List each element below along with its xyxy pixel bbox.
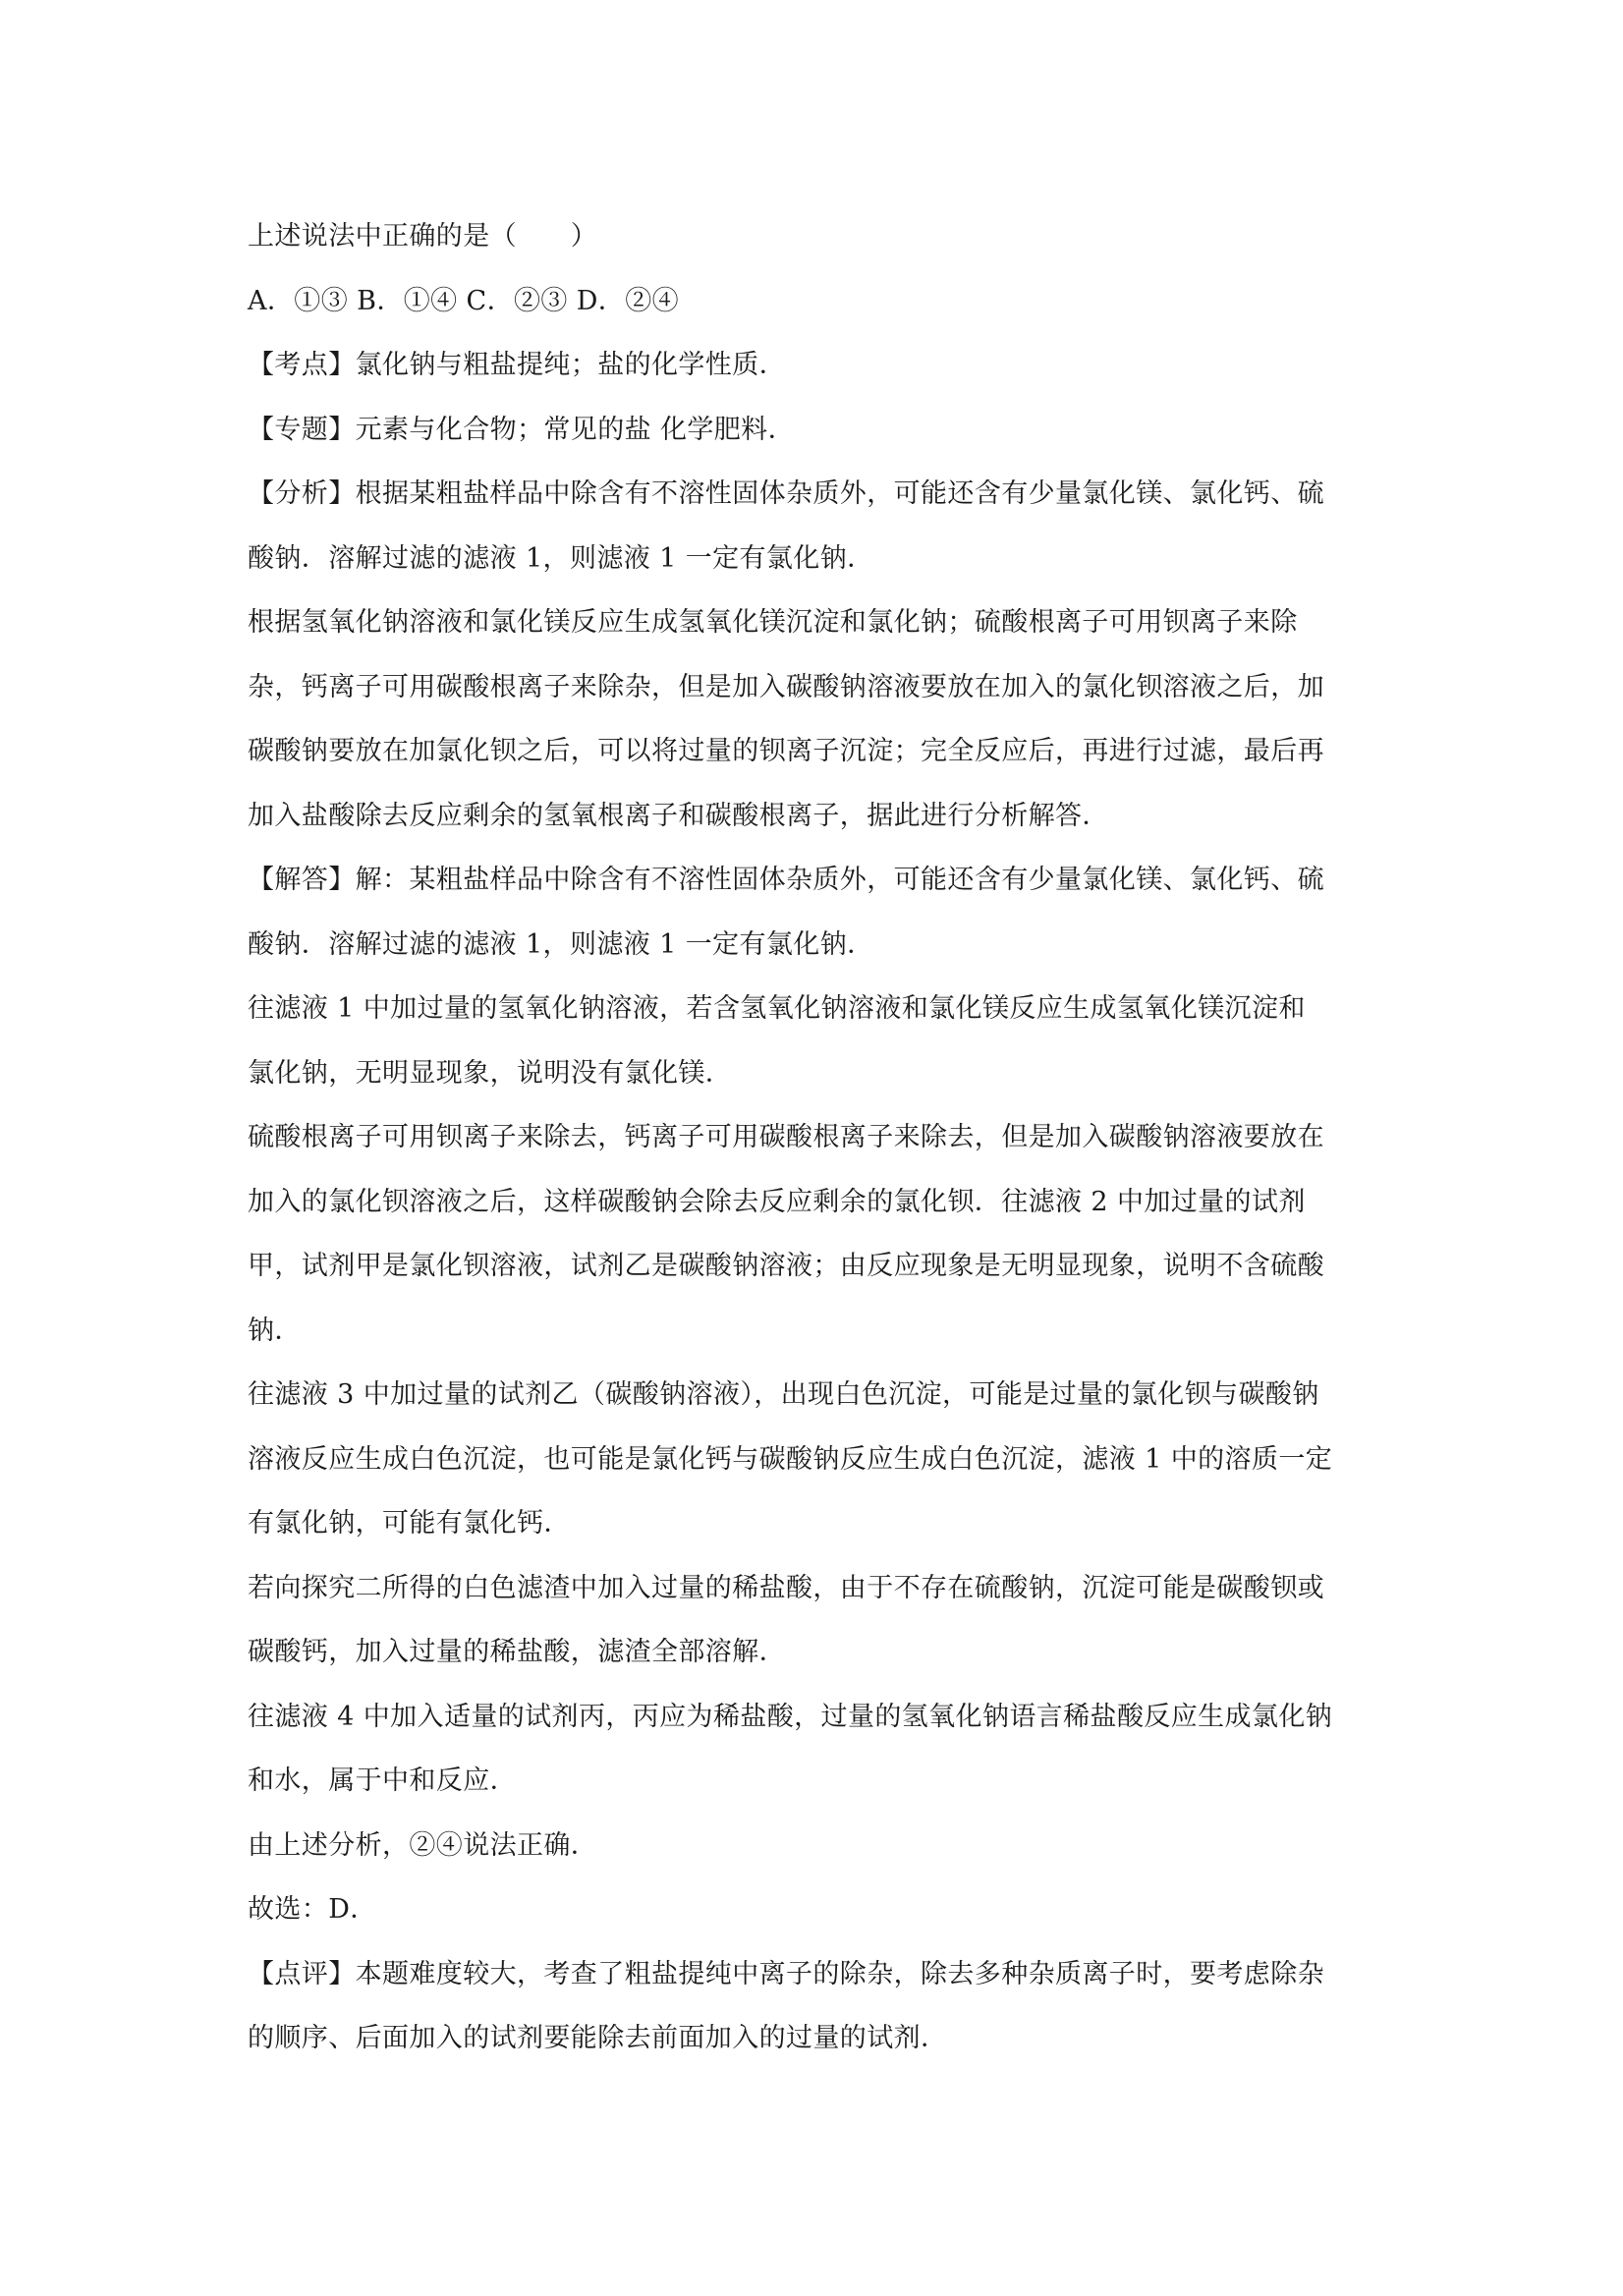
text-line: 钠． [248, 1315, 302, 1346]
text-line: 氯化钠，无明显现象，说明没有氯化镁． [248, 1057, 733, 1089]
text-line: 加入的氯化钡溶液之后，这样碳酸钠会除去反应剩余的氯化钡．往滤液 2 中加过量的试剂 [248, 1186, 1306, 1217]
text-line: 根据氢氧化钠溶液和氯化镁反应生成氢氧化镁沉淀和氯化钠；硫酸根离子可用钡离子来除 [248, 607, 1298, 638]
text-line: 【专题】元素与化合物；常见的盐 化学肥料． [248, 414, 795, 445]
text-line: 往滤液 1 中加过量的氢氧化钠溶液，若含氢氧化钠溶液和氯化镁反应生成氢氧化镁沉淀和 [248, 993, 1306, 1024]
text-line: 【分析】根据某粗盐样品中除含有不溶性固体杂质外，可能还含有少量氯化镁、氯化钙、硫 [248, 478, 1324, 509]
text-line: 和水，属于中和反应． [248, 1765, 517, 1796]
text-line: 上述说法中正确的是（ ） [248, 221, 598, 252]
text-line: 杂，钙离子可用碳酸根离子来除杂，但是加入碳酸钠溶液要放在加入的氯化钡溶液之后，加 [248, 671, 1324, 702]
text-line: 甲，试剂甲是氯化钡溶液，试剂乙是碳酸钠溶液；由反应现象是无明显现象，说明不含硫酸 [248, 1251, 1324, 1281]
text-line: 硫酸根离子可用钡离子来除去，钙离子可用碳酸根离子来除去，但是加入碳酸钠溶液要放在 [248, 1122, 1324, 1152]
text-line: 的顺序、后面加入的试剂要能除去前面加入的过量的试剂． [248, 2023, 948, 2053]
text-line: 有氯化钠，可能有氯化钙． [248, 1508, 571, 1539]
text-line: 溶液反应生成白色沉淀，也可能是氯化钙与碳酸钠反应生成白色沉淀，滤液 1 中的溶质一定 [248, 1443, 1333, 1475]
text-line: 碳酸钠要放在加氯化钡之后，可以将过量的钡离子沉淀；完全反应后，再进行过滤，最后再 [248, 736, 1324, 766]
text-line: 往滤液 3 中加过量的试剂乙（碳酸钠溶液），出现白色沉淀，可能是过量的氯化钡与碳酸钠 [248, 1379, 1319, 1410]
text-line: 加入盐酸除去反应剩余的氢氧根离子和碳酸根离子，据此进行分析解答． [248, 800, 1109, 831]
text-line: 若向探究二所得的白色滤渣中加入过量的稀盐酸，由于不存在硫酸钠，沉淀可能是碳酸钡或 [248, 1572, 1324, 1603]
text-line: 碳酸钙，加入过量的稀盐酸，滤渣全部溶解． [248, 1637, 786, 1667]
text-line: 【点评】本题难度较大，考查了粗盐提纯中离子的除杂，除去多种杂质离子时，要考虑除杂 [248, 1958, 1324, 1989]
text-line: 酸钠．溶解过滤的滤液 1，则滤液 1 一定有氯化钠． [248, 928, 874, 960]
document-body [248, 204, 1387, 2071]
answer-options: A．①③ B．①④ C．②③ D．②④ [248, 285, 679, 316]
text-line: 由上述分析，②④说法正确． [248, 1829, 598, 1861]
text-line: 故选：D． [248, 1894, 377, 1925]
text-line: 【解答】解：某粗盐样品中除含有不溶性固体杂质外，可能还含有少量氯化镁、氯化钙、硫 [248, 865, 1324, 895]
text-line: 酸钠．溶解过滤的滤液 1，则滤液 1 一定有氯化钠． [248, 542, 874, 574]
text-line: 往滤液 4 中加入适量的试剂丙，丙应为稀盐酸，过量的氢氧化钠语言稀盐酸反应生成氯化钠 [248, 1701, 1333, 1732]
text-line: 【考点】氯化钠与粗盐提纯；盐的化学性质． [248, 350, 786, 380]
